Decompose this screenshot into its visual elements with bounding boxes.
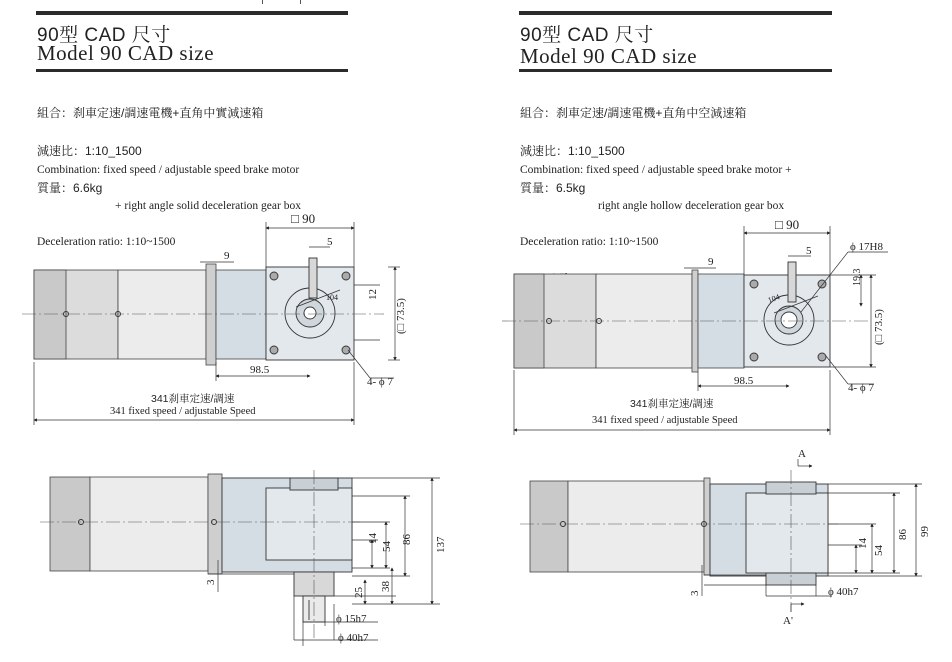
title-cn: 90型 CAD 尺寸: [37, 25, 171, 46]
length-label-en: 341 fixed speed / adjustable Speed: [110, 406, 256, 417]
length-label-cn: 341刹車定速/調速: [630, 398, 714, 410]
motor-body-side: [530, 478, 710, 575]
title-en: Model 90 CAD size: [37, 41, 215, 65]
dim-38: 38: [380, 581, 392, 592]
dim-99: 99: [919, 526, 931, 537]
spec-mass: 質量：6.5kg: [520, 181, 586, 195]
spec-mass: 質量：6.6kg: [37, 181, 103, 195]
title-en: Model 90 CAD size: [520, 44, 698, 68]
dim-boss: ϕ 40h7: [338, 632, 369, 644]
dim-54: 54: [873, 545, 885, 556]
dim-holes: 4- ϕ 7: [848, 382, 874, 394]
spec-combination: 組合：刹車定速/調速電機+直角中空減速箱: [520, 106, 747, 120]
desc-combination: Combination: fixed speed / adjustable speed brake motor +: [520, 164, 792, 176]
dim-25: 25: [353, 587, 365, 598]
dim-104: 104: [326, 293, 338, 302]
dim-19-3: 19.3: [852, 268, 863, 286]
dim-square: □ 90: [291, 211, 316, 226]
dim-shaft: ϕ 15h7: [336, 613, 367, 625]
dim-73-5: (□ 73.5): [395, 298, 407, 334]
desc-combination-cont: right angle hollow deceleration gear box: [598, 200, 785, 212]
section-label-a-top: A: [798, 448, 806, 460]
dim-137: 137: [435, 536, 447, 553]
spec-ratio: 減速比：1:10_1500: [520, 143, 625, 158]
dim-14: 14: [857, 538, 869, 549]
dim-holes: 4- ϕ 7: [367, 376, 393, 388]
right-drawing: [476, 0, 952, 662]
dim-3: 3: [689, 590, 701, 596]
desc-combination-cont: + right angle solid deceleration gear box: [115, 200, 301, 212]
dim-86: 86: [401, 534, 413, 545]
desc-ratio: Deceleration ratio: 1:10~1500: [520, 236, 659, 248]
gearbox-flange-top: [744, 262, 830, 367]
dim-9: 9: [224, 250, 230, 262]
section-label-a-bottom: A': [783, 615, 793, 627]
desc-ratio: Deceleration ratio: 1:10~1500: [37, 236, 176, 248]
title-cn: 90型 CAD 尺寸: [520, 25, 654, 46]
dim-98-5: 98.5: [734, 375, 754, 387]
length-label-cn: 341刹車定速/調速: [151, 393, 235, 405]
right-panel: [476, 0, 952, 662]
spec-combination: 組合：刹車定速/調速電機+直角中實減速箱: [37, 106, 264, 120]
dim-5: 5: [806, 245, 812, 257]
dim-54: 54: [381, 541, 393, 552]
dim-12: 12: [367, 289, 379, 300]
gearbox-flange-top: [266, 258, 354, 360]
dim-98-5: 98.5: [250, 364, 270, 376]
dim-bore: ϕ 17H8: [850, 241, 883, 253]
dim-3: 3: [205, 579, 217, 585]
spec-ratio: 減速比：1:10_1500: [37, 143, 142, 158]
desc-combination: Combination: fixed speed / adjustable speed brake motor: [37, 164, 300, 176]
motor-body-side: [50, 474, 222, 574]
dim-boss: ϕ 40h7: [828, 586, 859, 598]
dim-73-5: (□ 73.5): [873, 309, 885, 345]
dim-square: □ 90: [775, 217, 800, 232]
dim-14: 14: [367, 533, 379, 544]
gearbox-side: [222, 478, 352, 622]
gearbox-side: [710, 482, 828, 585]
dim-104: 104: [766, 292, 781, 305]
dim-9: 9: [708, 256, 714, 268]
dim-5: 5: [327, 236, 333, 248]
dim-86: 86: [897, 529, 909, 540]
length-label-en: 341 fixed speed / adjustable Speed: [592, 415, 738, 426]
